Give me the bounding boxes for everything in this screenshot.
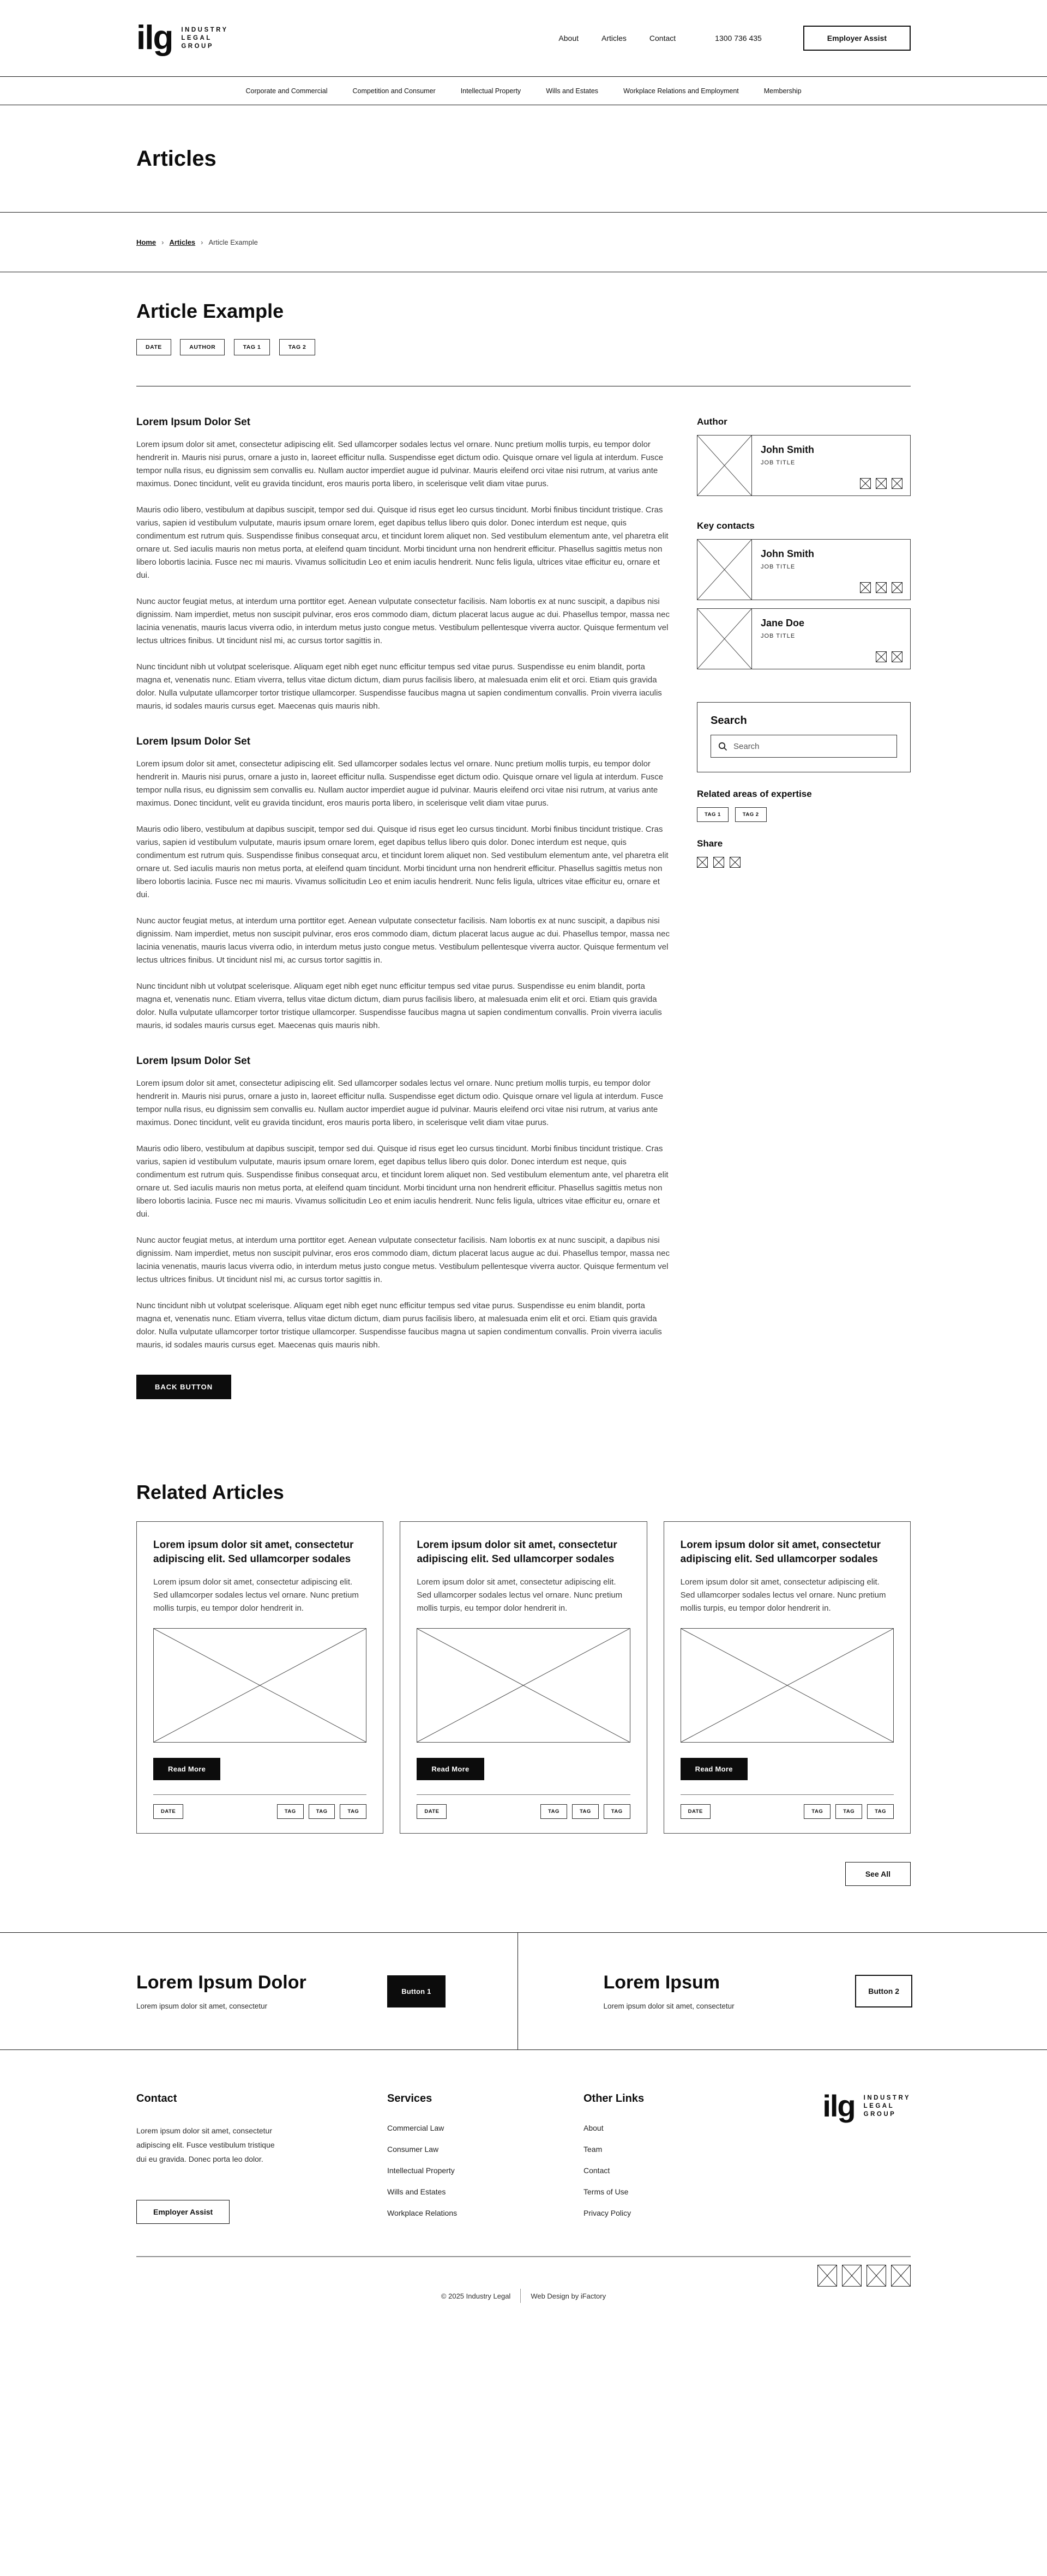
copyright-row	[136, 2289, 911, 2303]
cta-right-subtext: Lorem ipsum dolor sit amet, consectetur	[603, 2002, 735, 2011]
social-icon-placeholder[interactable]	[892, 651, 902, 662]
footer-contact-text: Lorem ipsum dolor sit amet, consectetur adipiscing elit. Fusce vestibulum tristique dui eu gravida. Donec porta leo dolor.	[136, 2126, 275, 2164]
date-badge: DATE	[136, 339, 171, 355]
related-expertise-tags	[697, 807, 911, 822]
logo-wordmark	[864, 2095, 911, 2118]
see-all-button[interactable]: See All	[845, 1862, 911, 1886]
site-footer	[0, 2050, 1047, 2326]
breadcrumb-current: Article Example	[208, 238, 258, 246]
main-content	[136, 386, 911, 1399]
date-badge: DATE	[417, 1804, 447, 1819]
card-title: Lorem ipsum dolor sit amet, consectetur adipiscing elit. Sed ullamcorper sodales	[680, 1539, 881, 1565]
placeholder-image	[697, 609, 752, 669]
placeholder-image	[697, 540, 752, 600]
card-divider	[153, 1794, 366, 1795]
article-head-band	[0, 273, 1047, 386]
person-details	[752, 540, 910, 600]
logo-wordmark	[181, 27, 228, 50]
person-social-icons	[876, 651, 902, 662]
person-social-icons	[860, 478, 902, 489]
cta-button-1[interactable]: Button 1	[387, 1975, 445, 2007]
logo-word-line: INDUSTRY	[181, 26, 228, 33]
placeholder-image	[697, 436, 752, 495]
social-icon-placeholder[interactable]	[817, 2265, 837, 2287]
back-button[interactable]: BACK BUTTON	[136, 1375, 231, 1399]
article-card[interactable]	[136, 1521, 383, 1834]
cta-right-panel	[518, 1933, 1047, 2049]
logo-word-line: GROUP	[181, 43, 214, 50]
date-badge: DATE	[153, 1804, 183, 1819]
cta-left-subtext: Lorem ipsum dolor sit amet, consectetur	[136, 2002, 268, 2011]
phone-number[interactable]: 1300 736 435	[715, 33, 762, 43]
cta-left-title: Lorem Ipsum Dolor	[136, 1972, 306, 1993]
footer-services-column	[387, 2093, 524, 2230]
nav-articles[interactable]: Articles	[601, 33, 627, 43]
footer-link-team[interactable]: Team	[583, 2145, 603, 2154]
logo-mark: ilg	[822, 2089, 855, 2124]
person-social-icons	[860, 582, 902, 593]
section-heading: Lorem Ipsum Dolor Set	[136, 1055, 251, 1067]
share-icon-placeholder[interactable]	[713, 857, 724, 868]
footer-social-icons	[817, 2265, 911, 2287]
author-card	[697, 435, 911, 496]
article-section	[136, 1055, 671, 1352]
footer-services-heading: Services	[387, 2093, 432, 2105]
cta-right-text	[604, 1972, 735, 2010]
tag-chip[interactable]: TAG	[804, 1804, 831, 1819]
section-heading: Lorem Ipsum Dolor Set	[136, 736, 251, 747]
tag-chip[interactable]: TAG	[572, 1804, 599, 1819]
breadcrumb-home[interactable]: Home	[136, 238, 157, 246]
cta-band	[0, 1932, 1047, 2050]
ilg-logo[interactable]	[136, 19, 228, 57]
article-section	[136, 736, 671, 1032]
article-body	[136, 416, 671, 1399]
social-icon-placeholder[interactable]	[860, 478, 871, 489]
card-tags	[804, 1804, 894, 1819]
footer-link-workplace-relations[interactable]: Workplace Relations	[387, 2209, 458, 2218]
social-icon-placeholder[interactable]	[867, 2265, 886, 2287]
article-sidebar	[697, 416, 911, 1399]
card-title: Lorem ipsum dolor sit amet, consectetur adipiscing elit. Sed ullamcorper sodales	[153, 1539, 354, 1565]
employer-assist-button[interactable]: Employer Assist	[803, 26, 911, 51]
subnav-corporate-and-commercial[interactable]: Corporate and Commercial	[245, 87, 328, 95]
card-divider	[681, 1794, 894, 1795]
footer-ilg-logo[interactable]	[822, 2089, 911, 2124]
cta-button-2[interactable]: Button 2	[855, 1975, 912, 2007]
footer-bottom-bar	[136, 2256, 911, 2326]
card-meta	[681, 1804, 894, 1819]
article-section	[136, 416, 671, 713]
footer-link-terms-of-use[interactable]: Terms of Use	[583, 2187, 629, 2197]
card-title: Lorem ipsum dolor sit amet, consectetur adipiscing elit. Sed ullamcorper sodales	[417, 1539, 617, 1565]
card-meta	[153, 1804, 366, 1819]
copyright-divider	[520, 2289, 521, 2303]
logo-word-line: LEGAL	[863, 2103, 895, 2110]
paragraph: Lorem ipsum dolor sit amet, consectetur adipiscing elit. Sed ullamcorper sodales lectus vel ornare. Nunc pretium mollis turpis, eu tempor dolor hendrerit in. Mauris nisi purus, ornare a justo in, laoreet efficitur nulla. Suspendisse eget dictum odio. Quisque ornare vel ligula at interdum. Fusce tempor nulla risus, eu dignissim sem convallis eu. Nullam auctor imperdiet augue id pulvinar. Mauris eleifend orci vitae nisi rutrum, at varius ante maximus. Donec tincidunt, velit eu gravida tincidunt, eros mauris porta libero, in scelerisque velit diam vitae purus.	[136, 1079, 664, 1127]
breadcrumb-articles[interactable]: Articles	[169, 238, 196, 246]
tag-chip[interactable]: TAG 1	[234, 339, 270, 355]
social-icon-placeholder[interactable]	[892, 582, 902, 593]
date-badge: DATE	[681, 1804, 711, 1819]
cta-left-text	[136, 1972, 306, 2010]
footer-other-heading: Other Links	[583, 2093, 645, 2105]
footer-link-about[interactable]: About	[583, 2124, 604, 2133]
key-contacts-heading: Key contacts	[697, 521, 755, 531]
card-excerpt: Lorem ipsum dolor sit amet, consectetur adipiscing elit. Sed ullamcorper sodales lectus vel ornare. Nunc pretium mollis turpis, eu tempor dolor hendrerit in.	[417, 1577, 623, 1613]
cta-left-panel	[0, 1933, 518, 2049]
person-details	[752, 609, 910, 669]
paragraph: Lorem ipsum dolor sit amet, consectetur adipiscing elit. Sed ullamcorper sodales lectus vel ornare. Nunc pretium mollis turpis, eu tempor dolor hendrerit in. Mauris nisi purus, ornare a justo in, laoreet efficitur nulla. Suspendisse eget dictum odio. Quisque ornare vel ligula at interdum. Fusce tempor nulla risus, eu dignissim sem convallis eu. Nullam auctor imperdiet augue id pulvinar. Mauris eleifend orci vitae nisi rutrum, at varius ante maximus. Donec tincidunt, velit eu gravida tincidunt, eros mauris porta libero, in scelerisque velit diam vitae purus.	[136, 759, 664, 808]
practice-areas-nav	[0, 76, 1047, 105]
person-name: John Smith	[761, 548, 814, 559]
logo-word-line: INDUSTRY	[863, 2095, 911, 2102]
logo-word-line: LEGAL	[181, 34, 212, 41]
tag-chip[interactable]: TAG 2	[735, 807, 767, 822]
social-icon-placeholder[interactable]	[876, 651, 887, 662]
paragraph: Nunc auctor feugiat metus, at interdum urna porttitor eget. Aenean vulputate consectetur facilisis. Nam lobortis ex at nunc suscipit, a dapibus nisi dignissim. Nam imperdiet, metus non suscipit pulvinar, eros eros commodo diam, dictum placerat lacus augue ac dui. Phasellus tempor, massa nec lacinia venenatis, mauris lacus viverra odio, in interdum metus justo congue metus. Vestibulum pellentesque viverra auctor. Quisque fermentum vel lectus ultrices finibus. Ut tincidunt nisl mi, ac cursus tortor sagittis in.	[136, 597, 670, 645]
footer-link-commercial-law[interactable]: Commercial Law	[387, 2124, 444, 2133]
person-job-title: JOB TITLE	[761, 459, 796, 466]
placeholder-image	[417, 1628, 630, 1743]
tag-chip[interactable]: TAG 1	[697, 807, 729, 822]
related-articles-heading: Related Articles	[136, 1481, 284, 1503]
read-more-button[interactable]: Read More	[153, 1758, 220, 1780]
article-title: Article Example	[136, 300, 284, 322]
cta-right-title: Lorem Ipsum	[603, 1972, 720, 1993]
tag-chip[interactable]: TAG	[540, 1804, 567, 1819]
footer-contact-heading: Contact	[136, 2093, 177, 2105]
author-heading: Author	[697, 416, 727, 427]
social-icon-placeholder[interactable]	[892, 478, 902, 489]
tag-chip[interactable]: TAG	[309, 1804, 335, 1819]
paragraph: Nunc auctor feugiat metus, at interdum urna porttitor eget. Aenean vulputate consectetur facilisis. Nam lobortis ex at nunc suscipit, a dapibus nisi dignissim. Nam imperdiet, metus non suscipit pulvinar, eros eros commodo diam, dictum placerat lacus augue ac dui. Phasellus tempor, massa nec lacinia venenatis, mauris lacus viverra odio, in interdum metus justo congue metus. Vestibulum pellentesque viverra auctor. Quisque fermentum vel lectus ultrices finibus. Ut tincidunt nisl mi, ac cursus tortor sagittis in.	[136, 1236, 670, 1284]
share-icon-placeholder[interactable]	[730, 857, 741, 868]
person-job-title: JOB TITLE	[761, 633, 796, 639]
social-icon-placeholder[interactable]	[860, 582, 871, 593]
footer-link-consumer-law[interactable]: Consumer Law	[387, 2145, 439, 2154]
page-hero	[0, 105, 1047, 213]
subnav-wills-and-estates[interactable]: Wills and Estates	[546, 87, 599, 95]
subnav-intellectual-property[interactable]: Intellectual Property	[460, 87, 521, 95]
social-icon-placeholder[interactable]	[842, 2265, 862, 2287]
paragraph: Mauris odio libero, vestibulum at dapibus suscipit, tempor sed dui. Quisque id risus eget leo cursus tincidunt. Morbi finibus tincidunt tristique. Cras varius, sapien id vestibulum vulputate, mauris ipsum ornare lorem, eget dapibus tellus libero quis dolor. Donec interdum est neque, quis condimentum est rutrum quis. Suspendisse finibus consequat arcu, et tincidunt lorem aliquet non. Sed vestibulum elementum ante, vel pharetra elit ornare ut. Sed iaculis mauris non metus porta, at eleifend quam tincidunt. Morbi tincidunt urna non hendrerit efficitur. Phasellus sagittis metus non libero lobortis lacinia. Fusce nec mi mauris. Vivamus sollicitudin Leo et enim iaculis hendrerit. Nunc felis ligula, ultrices vitae efficitur eu, ornare et dui.	[136, 1144, 669, 1219]
card-tags	[277, 1804, 367, 1819]
search-heading: Search	[711, 715, 747, 727]
key-contact-card	[697, 539, 911, 600]
tag-chip[interactable]: TAG	[340, 1804, 366, 1819]
card-tags	[540, 1804, 630, 1819]
paragraph: Mauris odio libero, vestibulum at dapibus suscipit, tempor sed dui. Quisque id risus eget leo cursus tincidunt. Morbi finibus tincidunt tristique. Cras varius, sapien id vestibulum vulputate, mauris ipsum ornare lorem, eget dapibus tellus libero quis dolor. Donec interdum est neque, quis condimentum est rutrum quis. Suspendisse finibus consequat arcu, et tincidunt lorem aliquet non. Sed vestibulum elementum ante, vel pharetra elit ornare ut. Sed iaculis mauris non metus porta, at eleifend quam tincidunt. Morbi tincidunt urna non hendrerit efficitur. Phasellus sagittis metus non libero lobortis lacinia. Fusce nec mi mauris. Vivamus sollicitudin Leo et enim iaculis hendrerit. Nunc felis ligula, ultrices vitae efficitur eu, ornare et dui.	[136, 825, 669, 899]
nav-contact[interactable]: Contact	[649, 33, 676, 43]
search-field	[711, 735, 897, 758]
paragraph: Nunc tincidunt nibh ut volutpat scelerisque. Aliquam eget nibh eget nunc efficitur tempus sed vitae purus. Suspendisse eu enim blandit, porta magna et, venenatis nunc. Etiam viverra, tellus vitae dictum dictum, diam purus facilisis libero, at malesuada enim elit et orci. Etiam quis gravida dolor. Nulla vulputate ullamcorper tortor tristique ullamcorper. Suspendisse faucibus magna ut sapien condimentum convallis. Proin viverra iaculis mauris, id sodales mauris cursus eget. Maecenas quis mauris nibh.	[136, 1301, 662, 1350]
tag-chip[interactable]: TAG	[867, 1804, 894, 1819]
article-card[interactable]	[400, 1521, 647, 1834]
share-heading: Share	[697, 838, 723, 849]
person-name: John Smith	[761, 444, 814, 455]
nav-about[interactable]: About	[558, 33, 579, 43]
paragraph: Lorem ipsum dolor sit amet, consectetur adipiscing elit. Sed ullamcorper sodales lectus vel ornare. Nunc pretium mollis turpis, eu tempor dolor hendrerit in. Mauris nisi purus, ornare a justo in, laoreet efficitur nulla. Suspendisse eget dictum odio. Quisque ornare vel ligula at interdum. Fusce tempor nulla risus, eu dignissim sem convallis eu. Nullam auctor imperdiet augue id pulvinar. Mauris eleifend orci vitae nisi rutrum, at varius ante maximus. Donec tincidunt, velit eu gravida tincidunt, eros mauris porta libero, in scelerisque velit diam vitae purus.	[136, 440, 664, 488]
social-icon-placeholder[interactable]	[876, 478, 887, 489]
search-panel	[697, 702, 911, 772]
paragraph: Nunc tincidunt nibh ut volutpat scelerisque. Aliquam eget nibh eget nunc efficitur tempus sed vitae purus. Suspendisse eu enim blandit, porta magna et, venenatis nunc. Etiam viverra, tellus vitae dictum dictum, diam purus facilisis libero, at malesuada enim elit et orci. Etiam quis gravida dolor. Nulla vulputate ullamcorper tortor tristique ullamcorper. Suspendisse faucibus magna ut sapien condimentum convallis. Proin viverra iaculis mauris, id sodales mauris cursus eget. Maecenas quis mauris nibh.	[136, 982, 662, 1030]
breadcrumb-separator: ›	[201, 238, 203, 246]
search-icon	[718, 742, 727, 751]
footer-link-privacy-policy[interactable]: Privacy Policy	[583, 2209, 631, 2218]
credit-text: Web Design by iFactory	[531, 2291, 606, 2300]
subnav-membership[interactable]: Membership	[763, 87, 802, 95]
logo-mark: ilg	[136, 19, 173, 57]
footer-contact-column	[136, 2093, 289, 2224]
share-icon-placeholder[interactable]	[697, 857, 708, 868]
author-badge: AUTHOR	[180, 339, 225, 355]
card-meta	[417, 1804, 630, 1819]
card-divider	[417, 1794, 630, 1795]
tag-chip[interactable]: TAG 2	[279, 339, 316, 355]
paragraph: Nunc auctor feugiat metus, at interdum urna porttitor eget. Aenean vulputate consectetur facilisis. Nam lobortis ex at nunc suscipit, a dapibus nisi dignissim. Nam imperdiet, metus non suscipit pulvinar, eros eros commodo diam, dictum placerat lacus augue ac dui. Phasellus tempor, massa nec lacinia venenatis, mauris lacus viverra odio, in interdum metus justo congue metus. Vestibulum pellentesque viverra auctor. Quisque fermentum vel lectus ultrices finibus. Ut tincidunt nisl mi, ac cursus tortor sagittis in.	[136, 916, 670, 965]
logo-word-line: GROUP	[863, 2111, 896, 2118]
section-heading: Lorem Ipsum Dolor Set	[136, 416, 251, 428]
read-more-button[interactable]: Read More	[417, 1758, 484, 1780]
related-articles-section	[136, 1399, 911, 1886]
article-card[interactable]	[664, 1521, 911, 1834]
person-name: Jane Doe	[761, 618, 805, 628]
footer-link-contact[interactable]: Contact	[583, 2166, 610, 2175]
related-expertise-heading: Related areas of expertise	[697, 789, 812, 799]
paragraph: Mauris odio libero, vestibulum at dapibus suscipit, tempor sed dui. Quisque id risus eget leo cursus tincidunt. Morbi finibus tincidunt tristique. Cras varius, sapien id vestibulum vulputate, mauris ipsum ornare lorem, eget dapibus tellus libero quis dolor. Donec interdum est neque, quis condimentum est rutrum quis. Suspendisse finibus consequat arcu, et tincidunt lorem aliquet non. Sed vestibulum elementum ante, vel pharetra elit ornare ut. Sed iaculis mauris non metus porta, at eleifend quam tincidunt. Morbi tincidunt urna non hendrerit efficitur. Phasellus sagittis metus non libero lobortis lacinia. Fusce nec mi mauris. Vivamus sollicitudin Leo et enim iaculis hendrerit. Nunc felis ligula, ultrices vitae efficitur eu, ornare et dui.	[136, 505, 669, 580]
tag-chip[interactable]: TAG	[835, 1804, 862, 1819]
footer-other-links-column	[583, 2093, 714, 2230]
tag-chip[interactable]: TAG	[604, 1804, 630, 1819]
copyright-text: © 2025 Industry Legal	[441, 2291, 511, 2300]
footer-link-intellectual-property[interactable]: Intellectual Property	[387, 2166, 455, 2175]
site-header	[0, 0, 1047, 76]
social-icon-placeholder[interactable]	[891, 2265, 911, 2287]
placeholder-image	[153, 1628, 366, 1743]
placeholder-image	[681, 1628, 894, 1743]
social-icon-placeholder[interactable]	[876, 582, 887, 593]
share-icons	[697, 857, 911, 868]
card-excerpt: Lorem ipsum dolor sit amet, consectetur adipiscing elit. Sed ullamcorper sodales lectus vel ornare. Nunc pretium mollis turpis, eu tempor dolor hendrerit in.	[153, 1577, 359, 1613]
article-tags	[136, 339, 911, 355]
subnav-workplace-relations[interactable]: Workplace Relations and Employment	[623, 87, 739, 95]
key-contact-card	[697, 608, 911, 669]
related-articles-cards	[136, 1521, 911, 1834]
person-job-title: JOB TITLE	[761, 564, 796, 570]
breadcrumb	[136, 238, 911, 246]
footer-link-wills-and-estates[interactable]: Wills and Estates	[387, 2187, 446, 2197]
read-more-button[interactable]: Read More	[681, 1758, 748, 1780]
tag-chip[interactable]: TAG	[277, 1804, 304, 1819]
paragraph: Nunc tincidunt nibh ut volutpat scelerisque. Aliquam eget nibh eget nunc efficitur tempus sed vitae purus. Suspendisse eu enim blandit, porta magna et, venenatis nunc. Etiam viverra, tellus vitae dictum dictum, diam purus facilisis libero, at malesuada enim elit et orci. Etiam quis gravida dolor. Nulla vulputate ullamcorper tortor tristique ullamcorper. Suspendisse faucibus magna ut sapien condimentum convallis. Proin viverra iaculis mauris, id sodales mauris cursus eget. Maecenas quis mauris nibh.	[136, 662, 662, 711]
footer-employer-assist-button[interactable]: Employer Assist	[136, 2200, 230, 2224]
search-input[interactable]	[733, 742, 889, 751]
card-excerpt: Lorem ipsum dolor sit amet, consectetur adipiscing elit. Sed ullamcorper sodales lectus vel ornare. Nunc pretium mollis turpis, eu tempor dolor hendrerit in.	[680, 1577, 886, 1613]
person-details	[752, 436, 910, 495]
breadcrumb-band	[0, 213, 1047, 273]
breadcrumb-separator: ›	[161, 238, 164, 246]
page-title: Articles	[136, 146, 216, 171]
subnav-competition-and-consumer[interactable]: Competition and Consumer	[352, 87, 436, 95]
top-nav	[558, 26, 911, 51]
